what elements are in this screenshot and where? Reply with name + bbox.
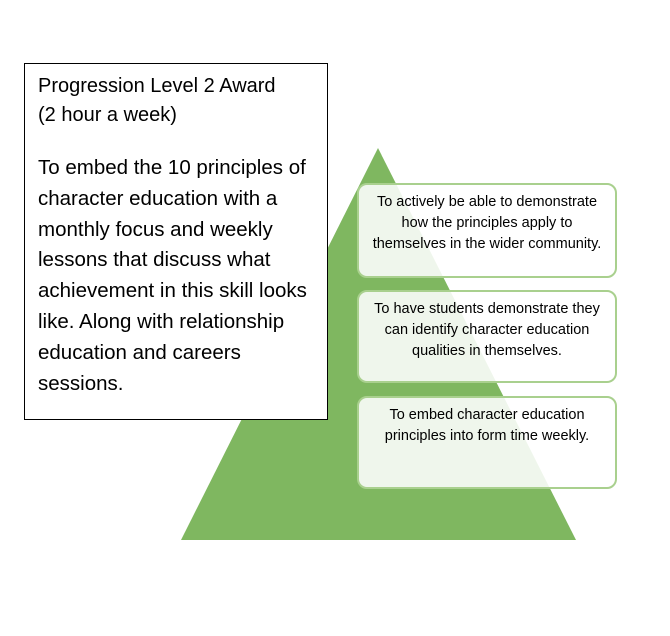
textbox-body: To embed the 10 principles of character education with a monthly focus and weekly lessons that discuss what achievement in this skill looks like. Along with relationship education and careers sessions. bbox=[38, 156, 307, 395]
textbox-title-line-1: Progression Level 2 Award bbox=[38, 75, 276, 97]
textbox-title bbox=[38, 72, 317, 130]
pyramid-level-bottom-card: To embed character education principles into form time weekly. bbox=[357, 396, 617, 489]
progression-text-box bbox=[24, 63, 328, 420]
pyramid-level-middle-card: To have students demonstrate they can identify character education qualities in themselves. bbox=[357, 290, 617, 383]
pyramid-level-top-card: To actively be able to demonstrate how the principles apply to themselves in the wider community. bbox=[357, 183, 617, 278]
textbox-title-line-2: (2 hour a week) bbox=[38, 104, 177, 126]
